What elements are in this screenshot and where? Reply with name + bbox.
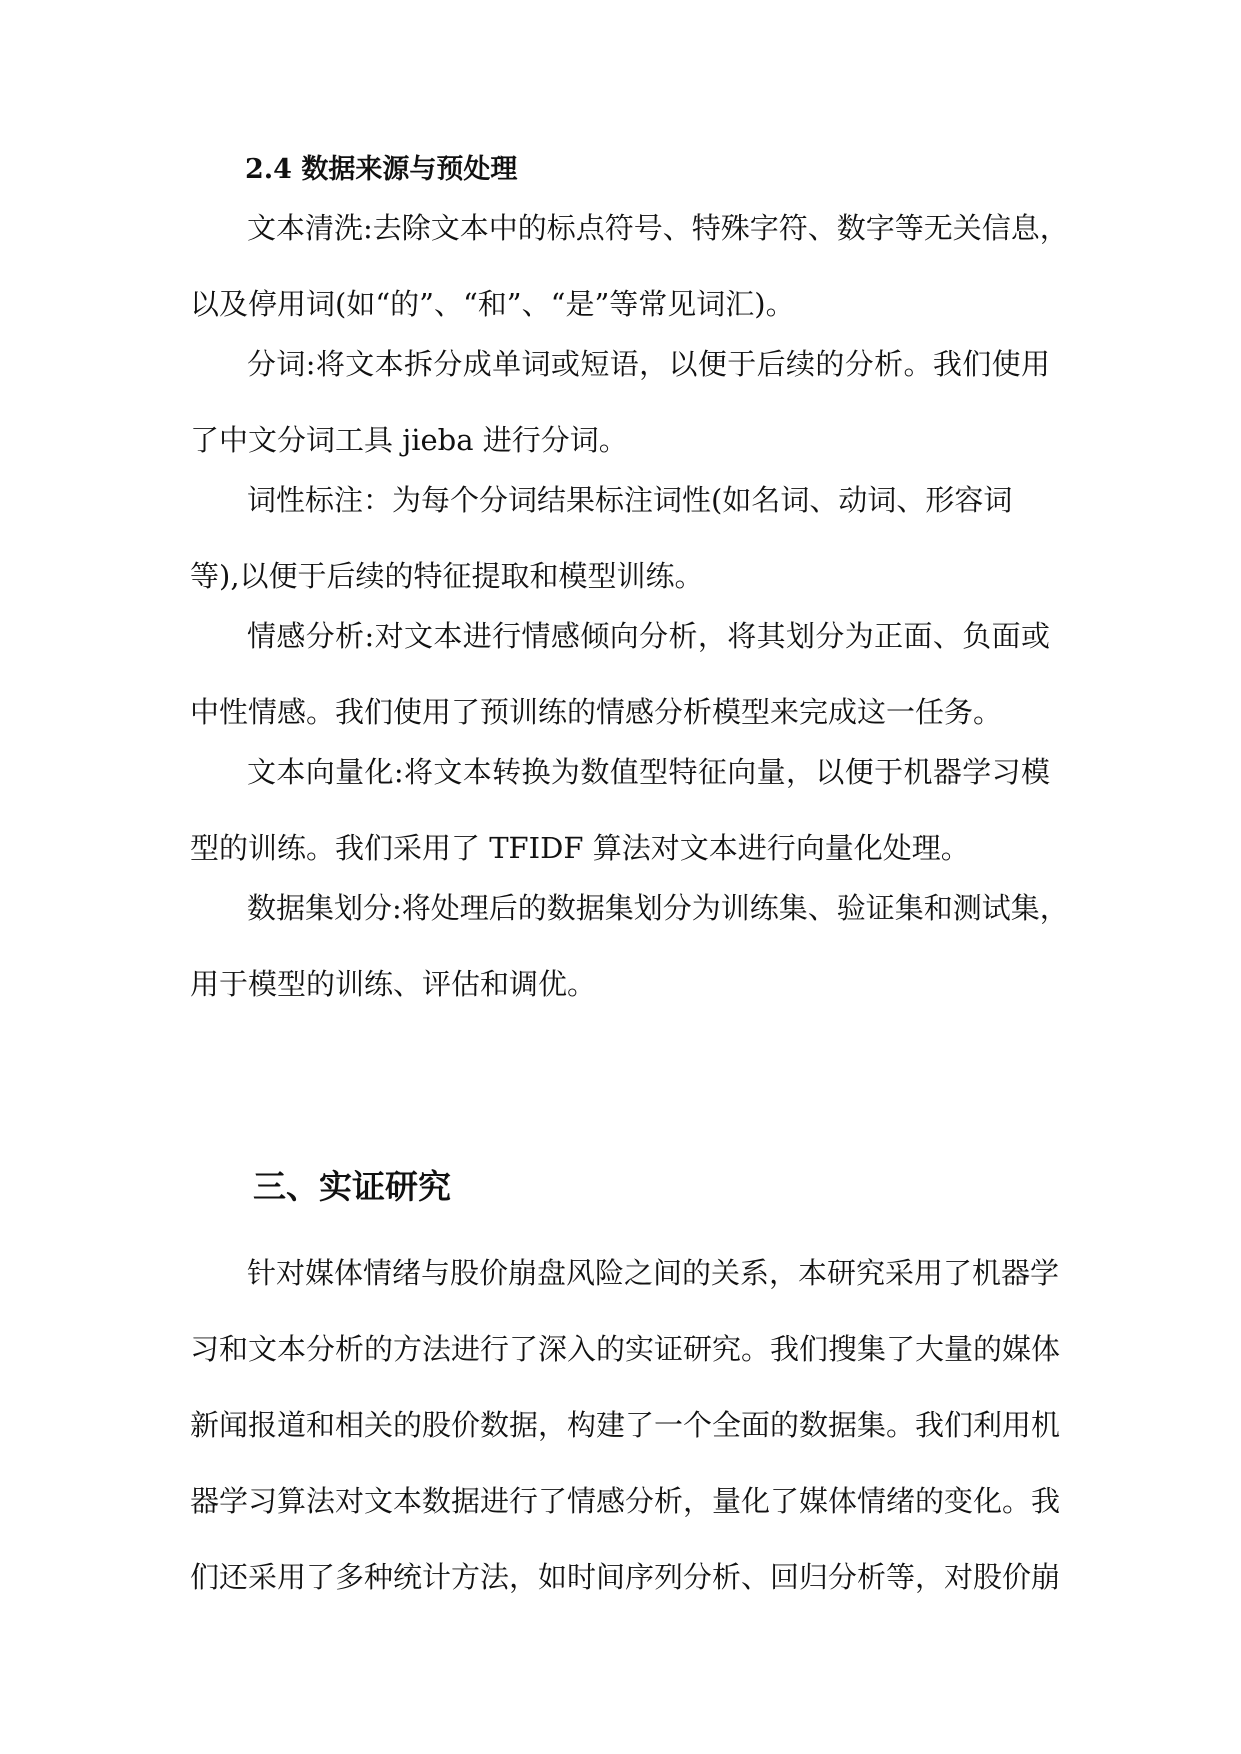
section-heading: 2.4 数据来源与预处理 bbox=[245, 154, 518, 185]
paragraph-line: 文本向量化:将文本转换为数值型特征向量，以便于机器学习模 bbox=[247, 755, 1050, 789]
paragraph-pos-tagging bbox=[190, 462, 1050, 614]
paragraph-line: 中性情感。我们使用了预训练的情感分析模型来完成这一任务。 bbox=[190, 695, 1003, 729]
paragraph-line: 器学习算法对文本数据进行了情感分析，量化了媒体情绪的变化。我 bbox=[190, 1484, 1061, 1518]
paragraph-line: 用于模型的训练、评估和调优。 bbox=[190, 967, 597, 1001]
paragraph-segmentation bbox=[190, 326, 1050, 478]
paragraph-line: 情感分析:对文本进行情感倾向分析，将其划分为正面、负面或 bbox=[247, 619, 1050, 653]
paragraph-dataset-split bbox=[190, 870, 1069, 1022]
paragraph-empirical-research bbox=[190, 1235, 1061, 1615]
paragraph-line: 文本清洗:去除文本中的标点符号、特殊字符、数字等无关信息， bbox=[247, 211, 1069, 245]
paragraph-line: 等),以便于后续的特征提取和模型训练。 bbox=[190, 559, 704, 593]
paragraph-line: 针对媒体情绪与股价崩盘风险之间的关系，本研究采用了机器学 bbox=[247, 1256, 1060, 1290]
paragraph-text-cleaning bbox=[190, 190, 1069, 342]
paragraph-vectorization bbox=[190, 734, 1050, 886]
paragraph-line: 分词:将文本拆分成单词或短语，以便于后续的分析。我们使用 bbox=[247, 347, 1050, 381]
paragraph-line: 以及停用词(如“的”、“和”、“是”等常见词汇)。 bbox=[190, 287, 795, 321]
paragraph-line: 习和文本分析的方法进行了深入的实证研究。我们搜集了大量的媒体 bbox=[190, 1332, 1061, 1366]
chapter-heading: 三、实证研究 bbox=[253, 1167, 451, 1206]
paragraph-line: 型的训练。我们采用了 TFIDF 算法对文本进行向量化处理。 bbox=[190, 831, 970, 865]
paragraph-line: 了中文分词工具 jieba 进行分词。 bbox=[190, 423, 628, 457]
paragraph-sentiment-analysis bbox=[190, 598, 1050, 750]
paragraph-line: 数据集划分:将处理后的数据集划分为训练集、验证集和测试集， bbox=[247, 891, 1069, 925]
paragraph-line: 新闻报道和相关的股价数据，构建了一个全面的数据集。我们利用机 bbox=[190, 1408, 1061, 1442]
paragraph-line: 们还采用了多种统计方法，如时间序列分析、回归分析等，对股价崩 bbox=[190, 1560, 1061, 1594]
paragraph-line: 词性标注：为每个分词结果标注词性(如名词、动词、形容词 bbox=[247, 483, 1013, 517]
